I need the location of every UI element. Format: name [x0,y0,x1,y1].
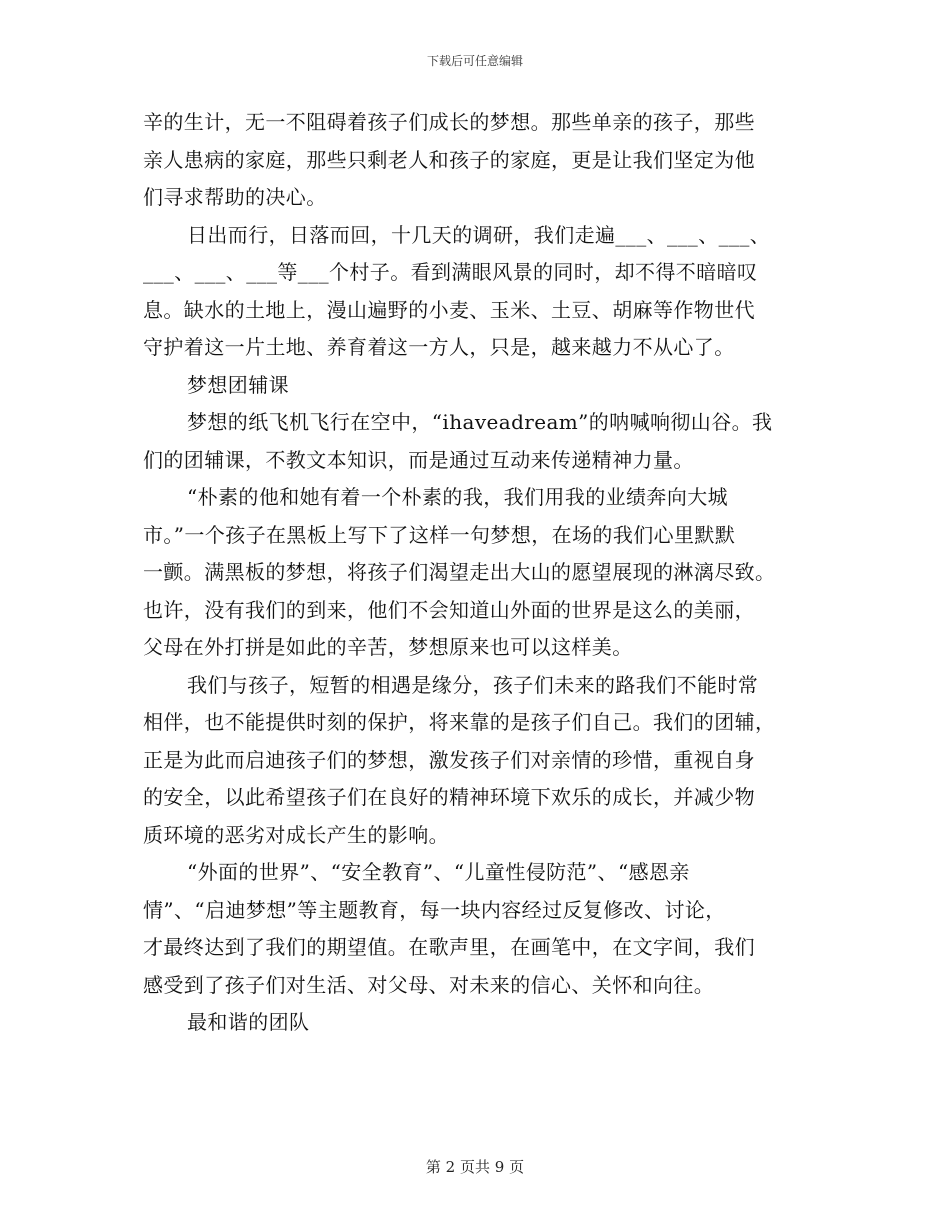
text-line: 息。缺水的土地上，漫山遍野的小麦、玉米、土豆、胡麻等作物世代 [143,297,755,322]
paragraph-5 [143,667,808,855]
page-header: 下载后可任意编辑 [426,54,523,68]
text-line: 市。”一个孩子在黑板上写下了这样一句梦想，在场的我们心里默默 [143,522,736,547]
page-number-footer: 第 2 页共 9 页 [425,1158,525,1176]
text-line: 守护着这一片土地、养育着这一方人，只是，越来越力不从心了。 [143,335,735,359]
text-line: 感受到了孩子们对生活、对父母、对未来的信心、关怀和向往。 [143,972,715,997]
paragraph-6 [143,854,808,1004]
paragraph-3 [143,404,808,479]
text-line: 们的团辅课，不教文本知识，而是通过互动来传递精神力量。 [143,447,694,472]
text-line: 辛的生计，无一不阻碍着孩子们成长的梦想。那些单亲的孩子，那些 [143,110,755,134]
text-line: 才最终达到了我们的期望值。在歌声里，在画笔中，在文字间，我们 [143,935,755,959]
paragraph-1 [143,104,808,217]
text-line: 质环境的恶劣对成长产生的影响。 [143,822,449,847]
text-line: 梦想团辅课 [187,372,289,397]
paragraph-2 [143,217,808,367]
text-line: “外面的世界”、“安全教育”、“儿童性侵防范”、“感恩亲 [187,860,690,884]
text-line: 梦想的纸飞机飞行在空中，“ihaveadream”的呐喊响彻山谷。我 [187,410,773,434]
text-line: 正是为此而启迪孩子们的梦想，激发孩子们对亲情的珍惜，重视自身 [143,747,755,772]
section-heading-dream-class [143,367,808,405]
text-line: 们寻求帮助的决心。 [143,185,327,209]
text-line: 也许，没有我们的到来，他们不会知道山外面的世界是这么的美丽， [143,597,755,622]
text-line: 日出而行，日落而回，十几天的调研，我们走遍___、___、___、 [187,222,771,247]
text-line: 最和谐的团队 [187,1010,310,1034]
text-line: 亲人患病的家庭，那些只剩老人和孩子的家庭，更是让我们坚定为他 [143,147,755,172]
text-line: 一颤。满黑板的梦想，将孩子们渴望走出大山的愿望展现的淋漓尽致。 [143,560,776,584]
text-line: 父母在外打拼是如此的辛苦，梦想原来也可以这样美。 [143,635,633,659]
text-line: “朴素的他和她有着一个朴素的我，我们用我的业绩奔向大城 [187,485,729,509]
text-line: 相伴，也不能提供时刻的保护，将来靠的是孩子们自己。我们的团辅， [143,710,776,734]
text-line: 情”、“启迪梦想”等主题教育，每一块内容经过反复修改、讨论， [143,897,726,922]
section-heading-harmonious-team [143,1004,808,1042]
paragraph-4 [143,479,808,667]
text-line: 我们与孩子，短暂的相遇是缘分，孩子们未来的路我们不能时常 [187,672,759,697]
document-body [143,104,808,1042]
text-line: 的安全，以此希望孩子们在良好的精神环境下欢乐的成长，并减少物 [143,785,755,809]
text-line: ___、___、___等___个村子。看到满眼风景的同时，却不得不暗暗叹 [143,260,758,284]
